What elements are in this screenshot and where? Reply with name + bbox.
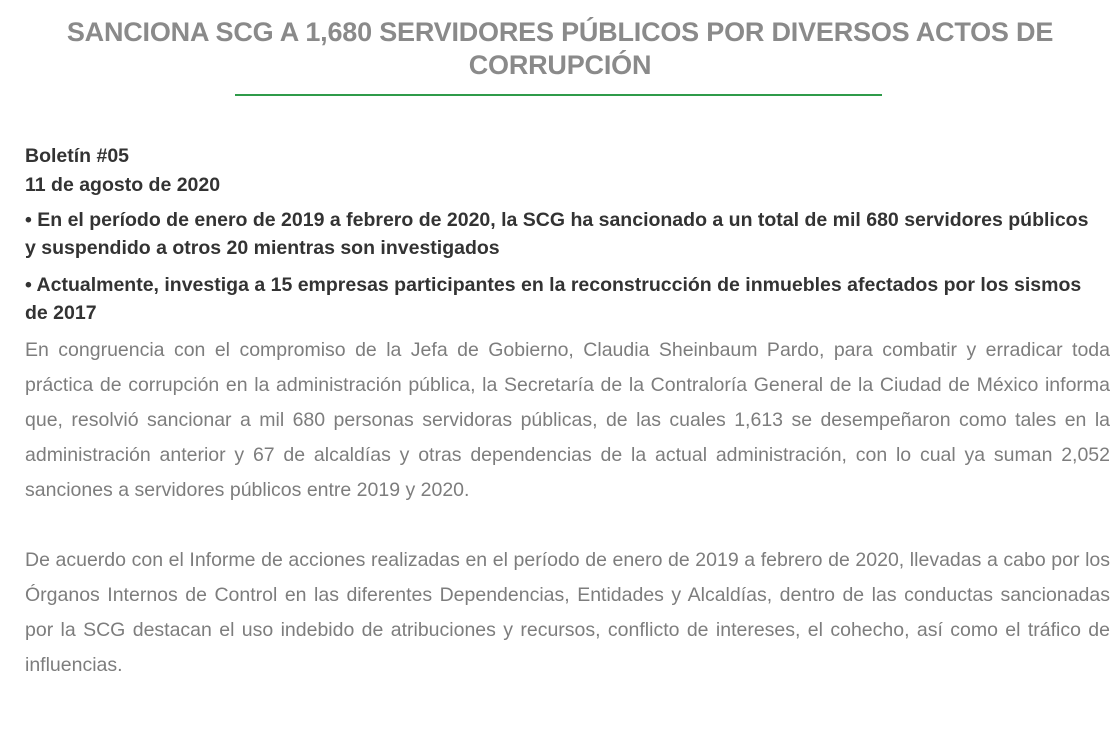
article-title: SANCIONA SCG A 1,680 SERVIDORES PÚBLICOS POR DIVERSOS ACTOS DE CORRUPCIÓN [66,17,1054,80]
body-paragraph: De acuerdo con el Informe de acciones realizadas en el período de enero de 2019 a febrero de 2020, llevadas a cabo por los Órganos Internos de Control en las diferentes Dependencias, Entidades y Alcaldías, dentro de las conductas sancionadas por la SCG destacan el uso indebido de atribuciones y recursos, conflicto de intereses, el cohecho, así como el tráfico de influencias. [25,549,1110,676]
highlight-item: • Actualmente, investiga a 15 empresas participantes en la reconstrucción de inmuebles afectados por los sismos de 2017 [25,274,1082,324]
bulletin-date: 11 de agosto de 2020 [25,174,221,196]
bulletin-number: Boletín #05 [25,145,130,167]
title-underline [235,94,882,96]
highlight-item: • En el período de enero de 2019 a febrero de 2020, la SCG ha sancionado a un total de mil 680 servidores públicos y suspendido a otros 20 mientras son investigados [25,209,1089,259]
body-paragraph: En congruencia con el compromiso de la Jefa de Gobierno, Claudia Sheinbaum Pardo, para combatir y erradicar toda práctica de corrupción en la administración pública, la Secretaría de la Contraloría General de la Ciudad de México informa que, resolvió sancionar a mil 680 personas servidoras públicas, de las cuales 1,613 se desempeñaron como tales en la administración anterior y 67 de alcaldías y otras dependencias de la actual administración, con lo cual ya suman 2,052 sanciones a servidores públicos entre 2019 y 2020. [25,339,1110,501]
bulletin-meta [25,142,1110,200]
